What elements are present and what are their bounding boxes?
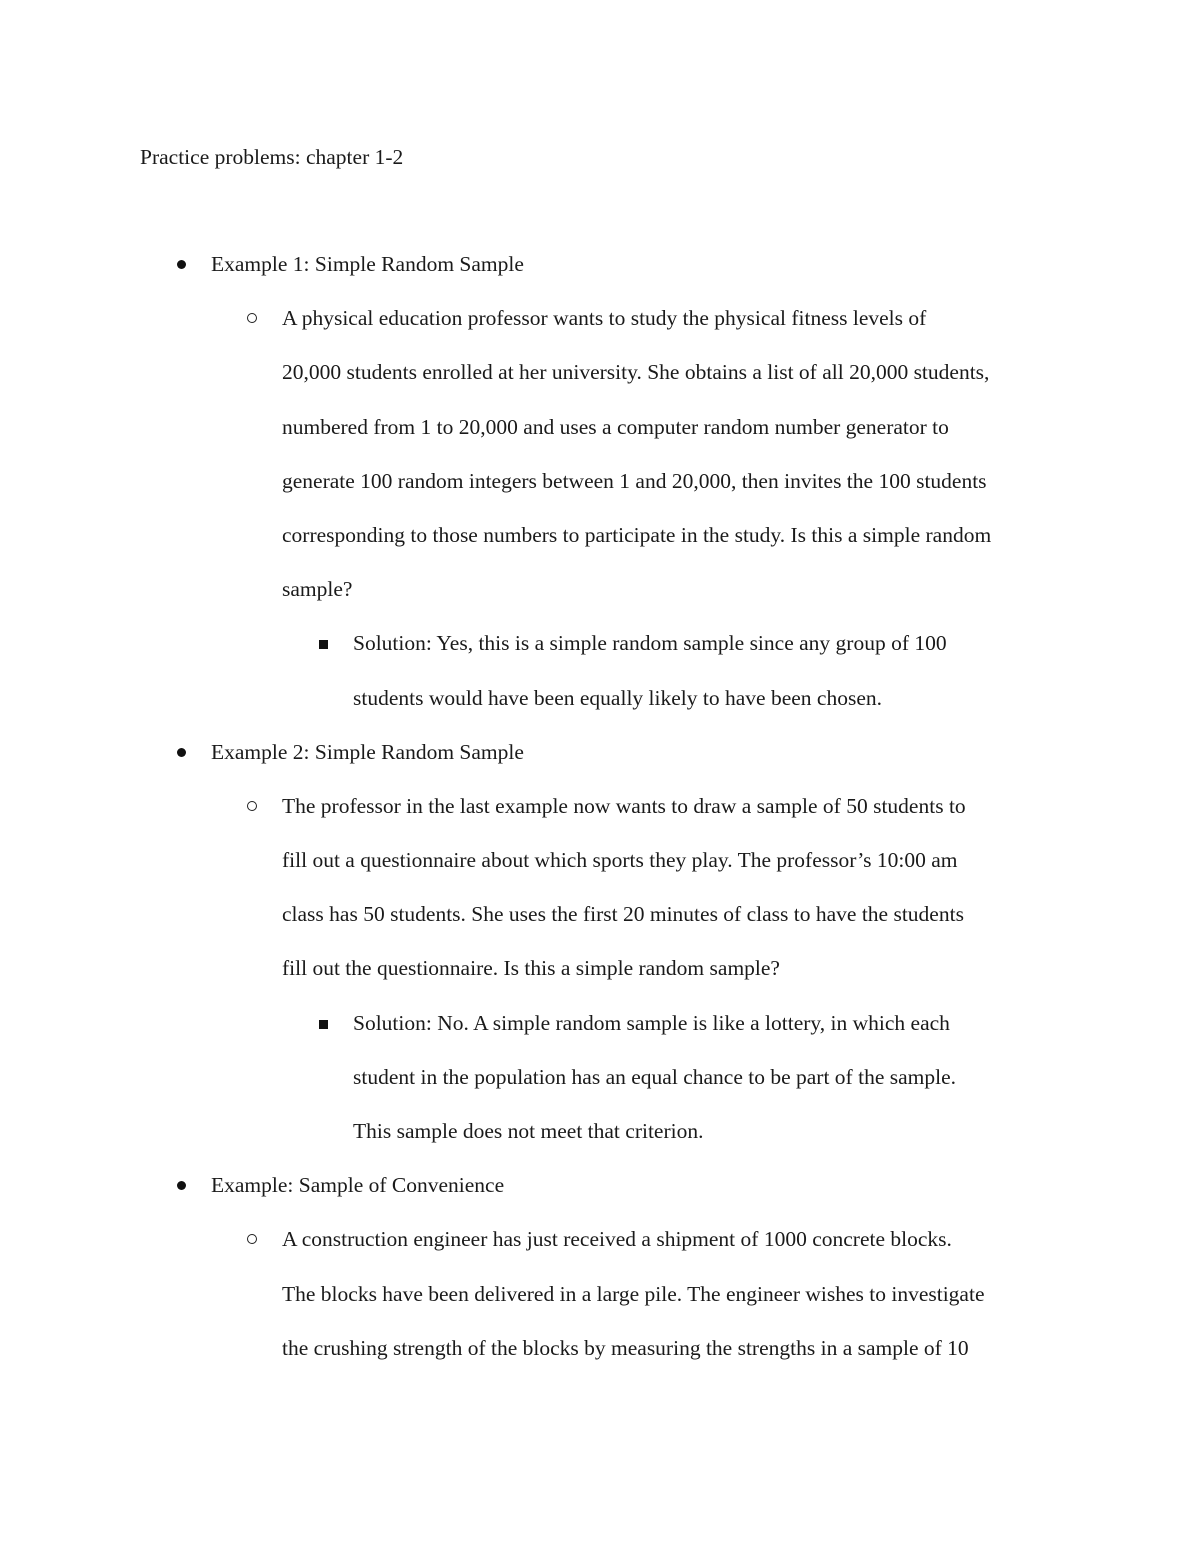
question-text: The professor in the last example now wants to draw a sample of 50 students to: [282, 793, 966, 818]
question-line: [0, 413, 1200, 467]
question-line: [0, 467, 1200, 521]
question-line: [0, 1280, 1200, 1334]
question-text: fill out a questionnaire about which sports they play. The professor’s 10:00 am: [282, 848, 958, 873]
solution-text: Solution: No. A simple random sample is like a lottery, in which each: [353, 1010, 950, 1035]
question-text: corresponding to those numbers to participate in the study. Is this a simple random: [282, 522, 992, 547]
square-bullet-icon: [319, 640, 328, 649]
question-line: [0, 792, 1200, 846]
question-line: [0, 521, 1200, 575]
question-text: A construction engineer has just received a shipment of 1000 concrete blocks.: [282, 1227, 952, 1252]
question-line: [0, 304, 1200, 358]
solution-line: [0, 684, 1200, 738]
question-text: A physical education professor wants to study the physical fitness levels of: [282, 306, 927, 331]
question-text: fill out the questionnaire. Is this a simple random sample?: [282, 956, 780, 981]
question-text: the crushing strength of the blocks by measuring the strengths in a sample of 10: [282, 1335, 969, 1360]
question-line: [0, 1225, 1200, 1279]
example-heading-text: Example: Sample of Convenience: [211, 1173, 505, 1198]
question-text: 20,000 students enrolled at her university. She obtains a list of all 20,000 students,: [282, 360, 990, 385]
solution-line: [0, 1117, 1200, 1171]
solution-text: student in the population has an equal chance to be part of the sample.: [353, 1064, 957, 1089]
circle-bullet-icon: [247, 313, 257, 323]
square-bullet-icon: [319, 1020, 328, 1029]
example-heading: [0, 738, 1200, 792]
solution-text: This sample does not meet that criterion.: [353, 1119, 704, 1143]
circle-bullet-icon: [247, 801, 257, 811]
solution-line: [0, 1009, 1200, 1063]
disc-bullet-icon: [177, 1181, 186, 1190]
question-text: class has 50 students. She uses the first 20 minutes of class to have the students: [282, 902, 964, 927]
disc-bullet-icon: [177, 748, 186, 757]
question-text: generate 100 random integers between 1 and 20,000, then invites the 100 students: [282, 468, 987, 493]
solution-line: [0, 629, 1200, 683]
question-line: [0, 575, 1200, 629]
example-heading-text: Example 2: Simple Random Sample: [211, 739, 524, 764]
circle-bullet-icon: [247, 1234, 257, 1244]
question-line: [0, 358, 1200, 412]
question-line: [0, 954, 1200, 1008]
solution-text: Solution: Yes, this is a simple random sample since any group of 100: [353, 631, 947, 656]
solution-text: students would have been equally likely to have been chosen.: [353, 685, 882, 710]
question-text: sample?: [282, 577, 353, 602]
question-line: [0, 1334, 1200, 1388]
document-body: [0, 250, 1200, 1388]
example-heading: [0, 1171, 1200, 1225]
question-text: The blocks have been delivered in a large pile. The engineer wishes to investigate: [282, 1281, 985, 1306]
solution-line: [0, 1063, 1200, 1117]
question-text: numbered from 1 to 20,000 and uses a computer random number generator to: [282, 414, 949, 439]
question-line: [0, 846, 1200, 900]
disc-bullet-icon: [177, 260, 186, 269]
page-title: Practice problems: chapter 1-2: [140, 145, 404, 169]
example-heading: [0, 250, 1200, 304]
question-line: [0, 900, 1200, 954]
example-heading-text: Example 1: Simple Random Sample: [211, 252, 524, 276]
